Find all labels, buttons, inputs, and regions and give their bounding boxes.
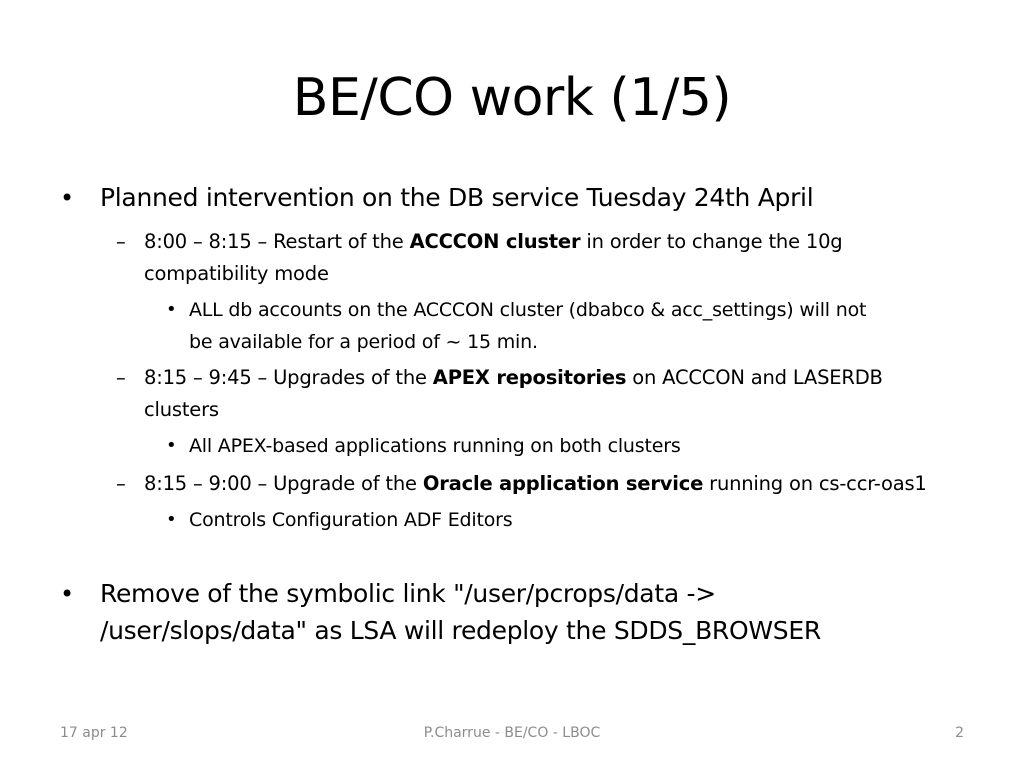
slide-title: BE/CO work (1/5): [292, 68, 732, 128]
text-segment: on ACCCON and LASERDB: [626, 366, 883, 389]
sub-sub-item-apex-apps: [0, 430, 1024, 468]
bullet-marker: •: [166, 509, 177, 530]
sub-item-apex-line1: [0, 362, 1024, 394]
bullet-text-continued: /user/slops/data" as LSA will redeploy the SDDS_BROWSER: [100, 616, 821, 645]
bullet-item-remove-link-line2: [0, 613, 1024, 650]
sub-item-restart-line2: [0, 258, 1024, 294]
dash-marker: –: [116, 366, 126, 389]
text-segment: 8:15 – 9:00 – Upgrade of the: [144, 472, 423, 495]
sub-sub-item-db-accounts-line2: [0, 326, 1024, 362]
sub-item-text: [144, 226, 842, 258]
dash-marker: –: [116, 472, 126, 495]
sub-sub-item-db-accounts-line1: [0, 294, 1024, 326]
sub-item-apex-line2: [0, 394, 1024, 430]
bullet-marker: •: [166, 299, 177, 320]
sub-item-text: [144, 468, 927, 500]
bullet-marker: •: [60, 580, 75, 608]
sub-sub-item-text: All APEX-based applications running on both clusters: [189, 435, 681, 457]
bullet-item-remove-link-line1: [0, 576, 1024, 613]
footer-author: P.Charrue - BE/CO - LBOC: [423, 725, 601, 741]
sub-sub-item-text-continued: be available for a period of ~ 15 min.: [189, 331, 538, 353]
text-segment: in order to change the 10g: [580, 230, 843, 253]
bullet-text: Planned intervention on the DB service Tuesday 24th April: [100, 183, 814, 212]
bold-term: APEX repositories: [432, 366, 627, 389]
sub-item-restart-line1: [0, 226, 1024, 258]
bold-term: Oracle application service: [422, 472, 704, 495]
text-segment: 8:15 – 9:45 – Upgrades of the: [144, 366, 433, 389]
text-segment: 8:00 – 8:15 – Restart of the: [144, 230, 410, 253]
sub-item-text-continued: clusters: [144, 398, 219, 421]
bullet-marker: •: [166, 435, 177, 456]
sub-item-oracle: [0, 468, 1024, 504]
sub-item-text: [144, 362, 883, 394]
footer-date: 17 apr 12: [60, 725, 128, 741]
bullet-marker: •: [60, 184, 75, 212]
bullet-text: Remove of the symbolic link "/user/pcrops/data ->: [100, 579, 716, 608]
bullet-item-planned-intervention: [0, 180, 1024, 226]
sub-sub-item-text: Controls Configuration ADF Editors: [189, 509, 513, 531]
sub-item-text-continued: compatibility mode: [144, 262, 329, 285]
dash-marker: –: [116, 230, 126, 253]
text-segment: running on cs-ccr-oas1: [703, 472, 927, 495]
bold-term: ACCCON cluster: [409, 230, 581, 253]
sub-sub-item-adf-editors: [0, 504, 1024, 576]
slide-body: [0, 180, 1024, 650]
sub-sub-item-text: ALL db accounts on the ACCCON cluster (dbabco & acc_settings) will not: [189, 299, 867, 321]
footer-page-number: 2: [955, 725, 964, 741]
